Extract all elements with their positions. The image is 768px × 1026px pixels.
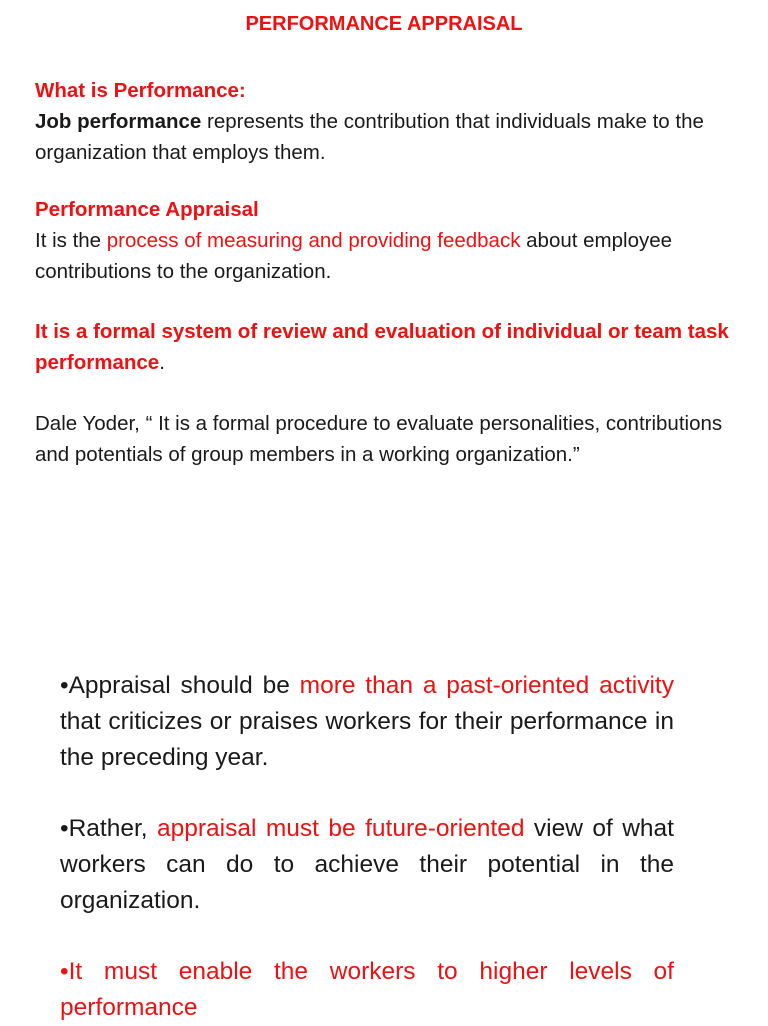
slide-appraisal-orientation	[0, 640, 768, 1024]
bullet-past-oriented-highlight: more than a past-oriented activity	[299, 672, 674, 699]
definition-job-performance: represents the contribution that individuals make to the organization that employs them.	[35, 110, 704, 164]
formal-system-period: .	[159, 351, 165, 374]
bullet-future-oriented-highlight: appraisal must be future-oriented	[157, 815, 525, 842]
term-job-performance: Job performance	[35, 110, 202, 133]
slide-title: PERFORMANCE APPRAISAL	[245, 13, 523, 35]
section-heading-performance-appraisal: Performance Appraisal	[35, 198, 259, 221]
section-performance-appraisal	[35, 194, 740, 287]
definition-text-before: It is the	[35, 229, 107, 252]
bullet-future-oriented	[60, 811, 674, 919]
dale-yoder-quote: Dale Yoder, “ It is a formal procedure to evaluate personalities, contributions and potentials of group members in a working organization.”	[35, 412, 723, 466]
bullet-past-oriented-after: that criticizes or praises workers for their performance in the preceding year.	[60, 708, 674, 771]
bullet-future-oriented-after: view of what workers can do to achieve their potential in the organization.	[60, 815, 674, 914]
definition-text-after: about employee contributions to the organization.	[35, 229, 673, 283]
section-what-is-performance	[35, 75, 740, 168]
bullet-higher-performance	[60, 954, 674, 1026]
bullet-future-oriented-before: •Rather,	[60, 815, 158, 842]
section-formal-system	[35, 316, 740, 378]
formal-system-statement: It is a formal system of review and evaluation of individual or team task performance	[35, 320, 729, 374]
bullet-higher-performance-text: •It must enable the workers to higher levels of performance	[60, 958, 674, 1021]
section-dale-yoder-quote	[35, 408, 740, 470]
section-heading-what-is-performance: What is Performance:	[35, 79, 246, 102]
definition-highlight: process of measuring and providing feedback	[106, 229, 521, 252]
bullet-past-oriented-before: •Appraisal should be	[60, 672, 300, 699]
bullet-past-oriented	[60, 668, 674, 776]
